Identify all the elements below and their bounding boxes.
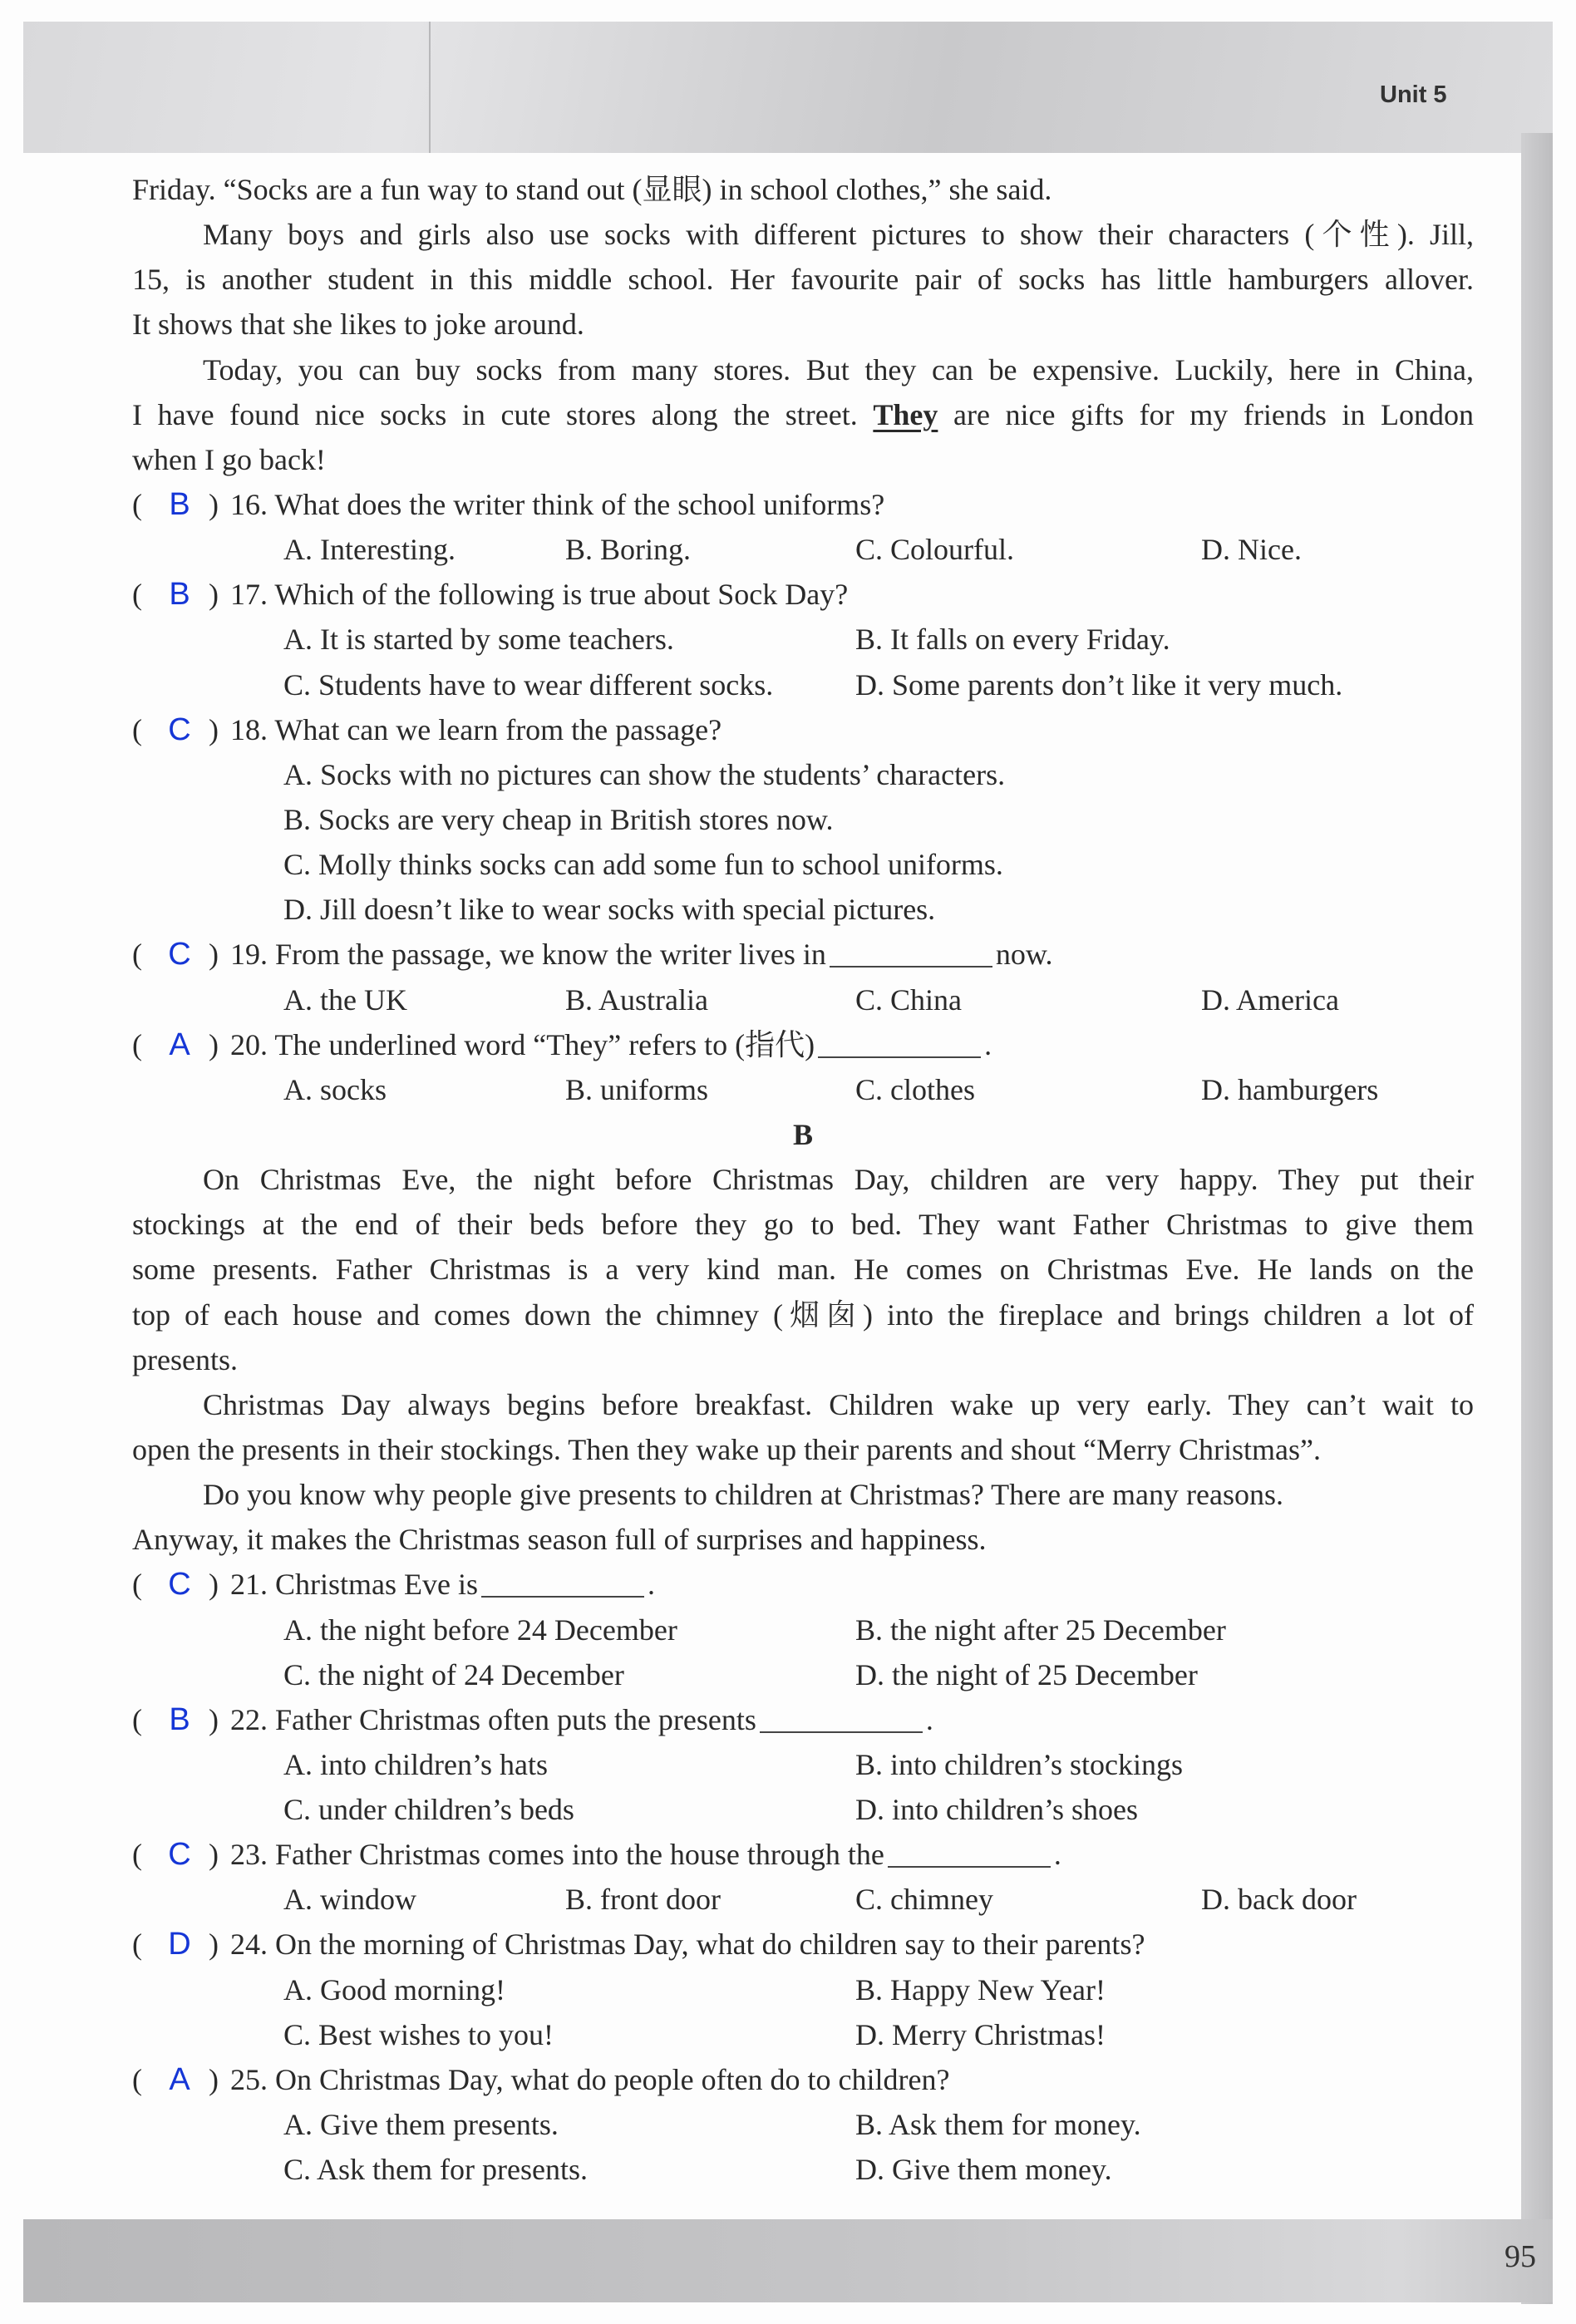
question-24 — [132, 1922, 1474, 1967]
question-stem: The underlined word “They” refers to (指代) — [274, 1027, 815, 1061]
question-stem: Father Christmas often puts the presents — [275, 1702, 756, 1736]
passage-line: Many boys and girls also use socks with different pictures to show their characters (个性). Jill, — [203, 218, 1474, 252]
question-number: 18. — [230, 712, 268, 746]
side-band — [1521, 133, 1553, 2304]
question-number: 16. — [230, 487, 268, 521]
options-row — [132, 1067, 1474, 1112]
answer-paren-open: ( — [132, 712, 142, 746]
answer-paren-close: ) — [209, 712, 219, 746]
answer-paren-close: ) — [209, 578, 219, 612]
question-stem: Christmas Eve is — [275, 1568, 478, 1602]
option-D: D. back door — [1201, 1883, 1357, 1917]
options-row — [132, 1652, 1474, 1697]
option-B: D. Some parents don’t like it very much. — [855, 667, 1343, 702]
options-row — [132, 662, 1474, 707]
option-A: C. under children’s beds — [283, 1793, 574, 1827]
passage-line: 15, is another student in this middle school. Her favourite pair of socks has little hamburgers allover. — [132, 263, 1474, 297]
option-A: A. Interesting. — [283, 533, 456, 567]
answer-letter: C — [168, 1567, 191, 1603]
question-23 — [132, 1832, 1474, 1877]
answer-paren-open: ( — [132, 2062, 142, 2096]
answer-paren-open: ( — [132, 938, 142, 972]
answer-paren-close: ) — [209, 1702, 219, 1736]
answer-paren-close: ) — [209, 2062, 219, 2096]
question-16 — [132, 482, 1474, 527]
question-stem: From the passage, we know the writer lives in — [275, 938, 826, 972]
options-row — [132, 1608, 1474, 1652]
question-number: 23. — [230, 1838, 268, 1872]
answer-paren-open: ( — [132, 1702, 142, 1736]
option-A: B. Socks are very cheap in British stores now. — [283, 802, 834, 836]
passage-text: I have found nice socks in cute stores along the street. — [132, 397, 858, 431]
options-row — [132, 527, 1474, 572]
question-stem: What can we learn from the passage? — [274, 712, 722, 746]
answer-blank — [818, 1027, 981, 1058]
question-17 — [132, 572, 1474, 617]
option-D: D. America — [1201, 982, 1339, 1017]
question-stem: Which of the following is true about Sock Day? — [274, 578, 849, 612]
option-D: D. Nice. — [1201, 533, 1302, 567]
question-25 — [132, 2057, 1474, 2102]
option-A: A. Give them presents. — [283, 2108, 559, 2142]
question-number: 22. — [230, 1702, 268, 1736]
question-stem: What does the writer think of the school uniforms? — [274, 487, 885, 521]
question-number: 25. — [230, 2062, 268, 2096]
question-stem: On Christmas Day, what do people often do to children? — [275, 2062, 950, 2096]
question-text — [230, 482, 884, 527]
question-text — [230, 1562, 655, 1607]
page-fold — [429, 22, 431, 153]
option-A: A. Good morning! — [283, 1972, 505, 2006]
passage-line: top of each house and comes down the chimney (烟囱) into the fireplace and brings children a lot of — [132, 1297, 1474, 1332]
option-A: A. It is started by some teachers. — [283, 623, 674, 657]
option-B: B. the night after 25 December — [855, 1613, 1226, 1647]
option-B: B. Ask them for money. — [855, 2108, 1141, 2142]
footer-band — [23, 2219, 1553, 2302]
answer-paren-open: ( — [132, 1928, 142, 1962]
answer-letter: D — [168, 1927, 191, 1962]
option-A: C. Molly thinks socks can add some fun to school uniforms. — [283, 848, 1003, 882]
question-stem-end: . — [984, 1027, 992, 1061]
answer-paren-close: ) — [209, 938, 219, 972]
answer-letter: C — [168, 711, 191, 747]
answer-paren-close: ) — [209, 1027, 219, 1061]
passage-line: It shows that she likes to joke around. — [132, 308, 584, 342]
option-A: D. Jill doesn’t like to wear socks with special pictures. — [283, 893, 936, 927]
page-number: 95 — [1505, 2239, 1536, 2274]
question-20 — [132, 1022, 1474, 1067]
passage-line: some presents. Father Christmas is a very kind man. He comes on Christmas Eve. He lands on the — [132, 1253, 1474, 1287]
question-22 — [132, 1697, 1474, 1742]
options-row — [132, 887, 1474, 932]
option-A: A. the UK — [283, 982, 407, 1017]
options-row — [132, 1877, 1474, 1922]
passage-line: Christmas Day always begins before breakfast. Children wake up very early. They can’t wait to — [203, 1387, 1474, 1421]
option-B: D. into children’s shoes — [855, 1793, 1138, 1827]
options-row — [132, 2147, 1474, 2192]
question-text — [230, 932, 1053, 977]
question-stem-end: . — [647, 1568, 655, 1602]
answer-blank — [888, 1836, 1051, 1868]
options-row — [132, 617, 1474, 662]
passage-text: are nice gifts for my friends in London — [953, 397, 1474, 431]
option-B: B. into children’s stockings — [855, 1747, 1183, 1781]
header-band — [23, 22, 1553, 153]
option-C: C. China — [855, 982, 963, 1017]
options-row — [132, 797, 1474, 842]
passage-line: Today, you can buy socks from many stores. But they can be expensive. Luckily, here in China, — [203, 352, 1474, 387]
passage-line: Friday. “Socks are a fun way to stand out (显眼) in school clothes,” she said. — [132, 173, 1052, 206]
options-row — [132, 1967, 1474, 2012]
option-B: B. It falls on every Friday. — [855, 623, 1170, 657]
option-A: C. Best wishes to you! — [283, 2017, 554, 2051]
answer-letter: C — [168, 937, 191, 972]
option-C: C. clothes — [855, 1072, 975, 1106]
question-stem: On the morning of Christmas Day, what do children say to their parents? — [275, 1928, 1145, 1962]
option-B: B. Happy New Year! — [855, 1972, 1106, 2006]
option-B: D. Merry Christmas! — [855, 2017, 1106, 2051]
answer-blank — [760, 1701, 923, 1733]
answer-paren-open: ( — [132, 1838, 142, 1872]
question-text — [230, 572, 848, 617]
question-stem: Father Christmas comes into the house through the — [275, 1838, 884, 1872]
answer-letter: A — [169, 1027, 190, 1062]
question-text — [230, 1922, 1145, 1967]
question-21 — [132, 1562, 1474, 1607]
option-A: C. the night of 24 December — [283, 1657, 624, 1691]
worksheet-content — [132, 167, 1474, 2192]
options-row — [132, 752, 1474, 797]
question-number: 20. — [230, 1027, 268, 1061]
answer-letter: B — [169, 577, 190, 613]
answer-paren-open: ( — [132, 1027, 142, 1061]
options-row — [132, 977, 1474, 1022]
section-heading: B — [792, 1117, 813, 1151]
question-number: 17. — [230, 578, 268, 612]
question-number: 24. — [230, 1928, 268, 1962]
question-text — [230, 707, 722, 752]
option-B: D. Give them money. — [855, 2153, 1112, 2187]
option-B: B. Australia — [565, 982, 708, 1017]
option-A: A. socks — [283, 1072, 387, 1106]
answer-paren-close: ) — [209, 1568, 219, 1602]
option-A: C. Students have to wear different socks. — [283, 667, 774, 702]
passage-line: Do you know why people give presents to children at Christmas? There are many reasons. — [203, 1478, 1283, 1512]
question-stem-end: . — [925, 1702, 933, 1736]
option-A: A. the night before 24 December — [283, 1613, 677, 1647]
option-D: D. hamburgers — [1201, 1072, 1379, 1106]
options-row — [132, 2102, 1474, 2147]
options-row — [132, 1787, 1474, 1832]
question-18 — [132, 707, 1474, 752]
question-text — [230, 1697, 933, 1742]
answer-paren-close: ) — [209, 1928, 219, 1962]
passage-line: On Christmas Eve, the night before Christmas Day, children are very happy. They put their — [203, 1163, 1474, 1197]
answer-letter: C — [168, 1837, 191, 1873]
answer-paren-close: ) — [209, 1838, 219, 1872]
question-text — [230, 1022, 992, 1067]
option-B: B. Boring. — [565, 533, 692, 567]
option-A: A. window — [283, 1883, 416, 1917]
answer-paren-open: ( — [132, 487, 142, 521]
option-A: A. Socks with no pictures can show the students’ characters. — [283, 757, 1006, 791]
option-B: B. front door — [565, 1883, 721, 1917]
answer-paren-close: ) — [209, 487, 219, 521]
underlined-word: They — [873, 397, 938, 431]
passage-line: stockings at the end of their beds before they go to bed. They want Father Christmas to give them — [132, 1208, 1474, 1242]
option-A: C. Ask them for presents. — [283, 2153, 588, 2187]
answer-letter: A — [169, 2061, 190, 2097]
option-B: D. the night of 25 December — [855, 1657, 1198, 1691]
question-text — [230, 2057, 949, 2102]
options-row — [132, 842, 1474, 887]
answer-letter: B — [169, 486, 190, 522]
passage-line: when I go back! — [132, 442, 326, 476]
question-stem-end: . — [1053, 1838, 1061, 1872]
answer-blank — [830, 936, 992, 968]
option-C: C. Colourful. — [855, 533, 1015, 567]
option-B: B. uniforms — [565, 1072, 709, 1106]
answer-letter: B — [169, 1701, 190, 1737]
question-number: 21. — [230, 1568, 268, 1602]
unit-label: Unit 5 — [1380, 81, 1447, 108]
question-19 — [132, 932, 1474, 977]
question-number: 19. — [230, 938, 268, 972]
answer-paren-open: ( — [132, 1568, 142, 1602]
passage-line: Anyway, it makes the Christmas season full of surprises and happiness. — [132, 1523, 987, 1557]
question-text — [230, 1832, 1061, 1877]
passage-line: presents. — [132, 1342, 238, 1376]
answer-paren-open: ( — [132, 578, 142, 612]
question-stem-end: now. — [995, 938, 1053, 972]
option-C: C. chimney — [855, 1883, 993, 1917]
answer-blank — [481, 1566, 644, 1598]
options-row — [132, 2012, 1474, 2057]
option-A: A. into children’s hats — [283, 1747, 548, 1781]
passage-line: open the presents in their stockings. Then they wake up their parents and shout “Merry Christmas”. — [132, 1432, 1321, 1466]
passage-line — [132, 392, 1474, 437]
options-row — [132, 1742, 1474, 1787]
